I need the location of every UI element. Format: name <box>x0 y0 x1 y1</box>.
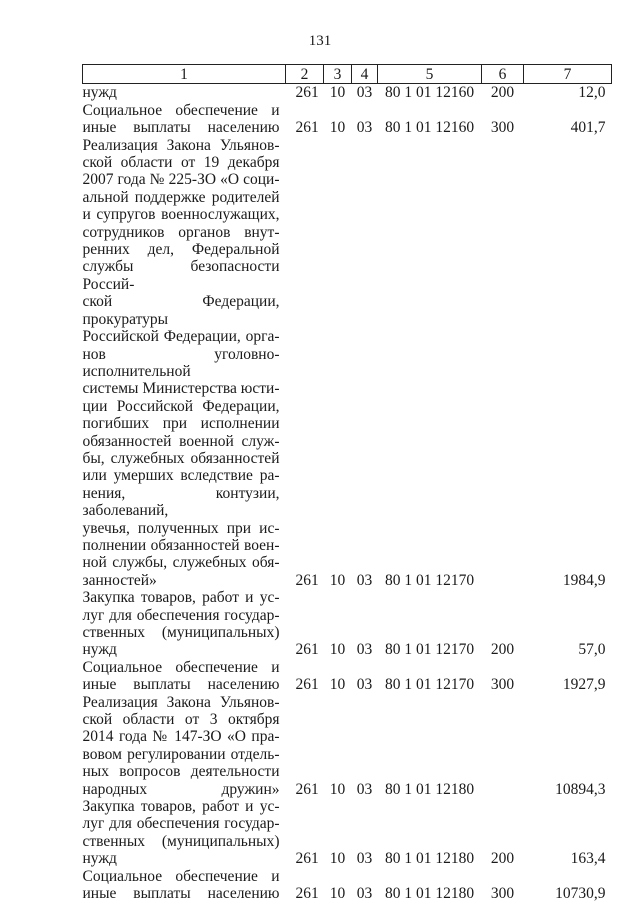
row-name-line: занностей» <box>82 571 157 589</box>
row-name-line: иные выплаты населению <box>82 676 280 694</box>
row-expense-type: 200 <box>490 850 515 868</box>
row-target-article: 80 1 01 12160 <box>384 119 475 137</box>
row-section-code: 10 <box>329 676 346 694</box>
row-section-code: 10 <box>329 84 346 102</box>
row-name-line: ской области от 3 октября <box>82 711 280 729</box>
row-name-line: Закупка товаров, работ и ус- <box>82 798 280 816</box>
row-name <box>83 84 286 102</box>
row-section-code: 10 <box>329 571 346 589</box>
row-name-line: бы, служебных обязанностей <box>82 449 280 467</box>
row-name-line: ственных (муниципальных) <box>82 624 280 641</box>
row-name-line: альной поддержке родителей <box>82 188 280 206</box>
row-subsection-code: 03 <box>356 571 373 589</box>
row-section-code: 10 <box>329 850 346 868</box>
table-row <box>83 694 612 798</box>
row-target-article: 80 1 01 12160 <box>384 84 475 102</box>
row-expense-type: 200 <box>490 641 515 659</box>
row-expense-type: 200 <box>490 84 515 102</box>
row-subsection-code: 03 <box>356 84 373 102</box>
row-amount: 12,0 <box>578 84 606 102</box>
table-row <box>83 137 612 590</box>
row-name-line: ственных (муниципальных) <box>82 832 280 850</box>
table-row <box>83 102 612 137</box>
row-name-line: погибших при исполнении <box>82 415 280 433</box>
row-name-line: Закупка товаров, работ и ус- <box>82 589 280 607</box>
row-name-line: и супругов военнослужащих, <box>82 206 280 224</box>
row-name-line: Реализация Закона Ульянов- <box>82 693 280 711</box>
row-ministry-code: 261 <box>295 571 319 589</box>
row-target-article: 80 1 01 12180 <box>384 885 475 903</box>
row-name-line: нужд <box>82 850 117 868</box>
row-subsection-code: 03 <box>356 676 373 694</box>
row-subsection-code: 03 <box>356 780 373 798</box>
column-number-header <box>83 65 612 84</box>
table-row <box>83 798 612 868</box>
row-amount: 163,4 <box>570 850 606 868</box>
row-section-code: 10 <box>329 885 346 903</box>
row-name <box>83 102 286 137</box>
row-name-line: Российской Федерации, орга- <box>82 328 280 346</box>
row-name-line: ных вопросов деятельности <box>82 763 280 781</box>
row-name-line: нужд <box>82 641 117 659</box>
row-expense-type: 300 <box>490 119 515 137</box>
row-name-line: иные выплаты населению <box>82 119 280 137</box>
table-row <box>83 659 612 694</box>
row-target-article: 80 1 01 12180 <box>384 780 475 798</box>
header-col-4: 4 <box>352 65 378 84</box>
row-name <box>83 659 286 694</box>
row-name-line: системы Министерства юсти- <box>82 380 280 398</box>
row-name-line: нужд <box>82 84 117 102</box>
row-name-line: нения, контузии, заболеваний, <box>82 484 280 520</box>
row-name-line: полнении обязанностей воен- <box>82 536 280 554</box>
header-col-2: 2 <box>286 65 324 84</box>
row-ministry-code: 261 <box>295 676 319 694</box>
row-name-line: ции Российской Федерации, <box>82 397 280 415</box>
header-col-3: 3 <box>324 65 352 84</box>
row-section-code: 10 <box>329 641 346 659</box>
row-target-article: 80 1 01 12170 <box>384 676 475 694</box>
row-amount: 401,7 <box>570 119 606 137</box>
row-ministry-code: 261 <box>295 780 319 798</box>
row-ministry-code: 261 <box>295 885 319 903</box>
row-expense-type <box>482 137 524 590</box>
row-ministry-code: 261 <box>295 850 319 868</box>
row-name-line: нов уголовно-исполнительной <box>82 345 280 380</box>
header-col-6: 6 <box>482 65 524 84</box>
table-row <box>83 84 612 102</box>
row-subsection-code: 03 <box>356 119 373 137</box>
row-name-line: Социальное обеспечение и <box>82 658 280 676</box>
row-section-code: 10 <box>329 780 346 798</box>
row-ministry-code: 261 <box>295 119 319 137</box>
row-name-line: народных дружин» <box>82 780 280 798</box>
row-name-line: службы безопасности Россий- <box>82 258 280 293</box>
row-expense-type <box>482 694 524 798</box>
row-name-line: луг для обеспечения государ- <box>82 815 280 833</box>
row-name-line: вовом регулировании отдель- <box>82 745 280 763</box>
row-ministry-code: 261 <box>295 84 319 102</box>
row-target-article: 80 1 01 12170 <box>384 571 475 589</box>
row-name-line: ской Федерации, прокуратуры <box>82 293 280 328</box>
row-name-line: Социальное обеспечение и <box>82 867 280 885</box>
row-amount: 10730,9 <box>555 885 606 903</box>
page-number: 131 <box>308 33 332 49</box>
row-amount: 1984,9 <box>562 571 606 589</box>
budget-table <box>82 64 612 903</box>
row-section-code: 10 <box>329 119 346 137</box>
header-col-5: 5 <box>378 65 482 84</box>
row-name-line: 2007 года № 225-ЗО «О соци- <box>82 171 280 189</box>
row-name-line: сотрудников органов внут- <box>82 223 280 241</box>
row-name-line: обязанностей военной служ- <box>82 432 280 450</box>
row-subsection-code: 03 <box>356 850 373 868</box>
row-name-line: луг для обеспечения государ- <box>82 606 280 624</box>
row-name-line: иные выплаты населению <box>82 885 280 903</box>
row-name <box>83 589 286 659</box>
row-name-line: или умерших вследствие ра- <box>82 467 280 485</box>
row-subsection-code: 03 <box>356 641 373 659</box>
header-col-1: 1 <box>83 65 286 84</box>
row-amount: 57,0 <box>578 641 606 659</box>
row-expense-type: 300 <box>490 676 515 694</box>
row-name <box>83 137 286 590</box>
table-row <box>83 589 612 659</box>
row-amount: 1927,9 <box>562 676 606 694</box>
row-subsection-code: 03 <box>356 885 373 903</box>
row-name <box>83 868 286 903</box>
row-amount: 10894,3 <box>555 780 606 798</box>
row-name-line: ной службы, служебных обя- <box>82 554 280 572</box>
row-ministry-code: 261 <box>295 641 319 659</box>
row-target-article: 80 1 01 12170 <box>384 641 475 659</box>
row-name-line: ренних дел, Федеральной <box>82 241 280 259</box>
row-name <box>83 694 286 798</box>
row-name-line: Социальное обеспечение и <box>82 101 280 119</box>
row-expense-type: 300 <box>490 885 515 903</box>
row-name-line: увечья, полученных при ис- <box>82 519 280 537</box>
row-name-line: Реализация Закона Ульянов- <box>82 136 280 154</box>
row-target-article: 80 1 01 12180 <box>384 850 475 868</box>
row-name-line: 2014 года № 147-ЗО «О пра- <box>82 728 280 746</box>
row-name-line: ской области от 19 декабря <box>82 154 280 172</box>
row-name <box>83 798 286 868</box>
table-row <box>83 868 612 903</box>
header-col-7: 7 <box>524 65 612 84</box>
